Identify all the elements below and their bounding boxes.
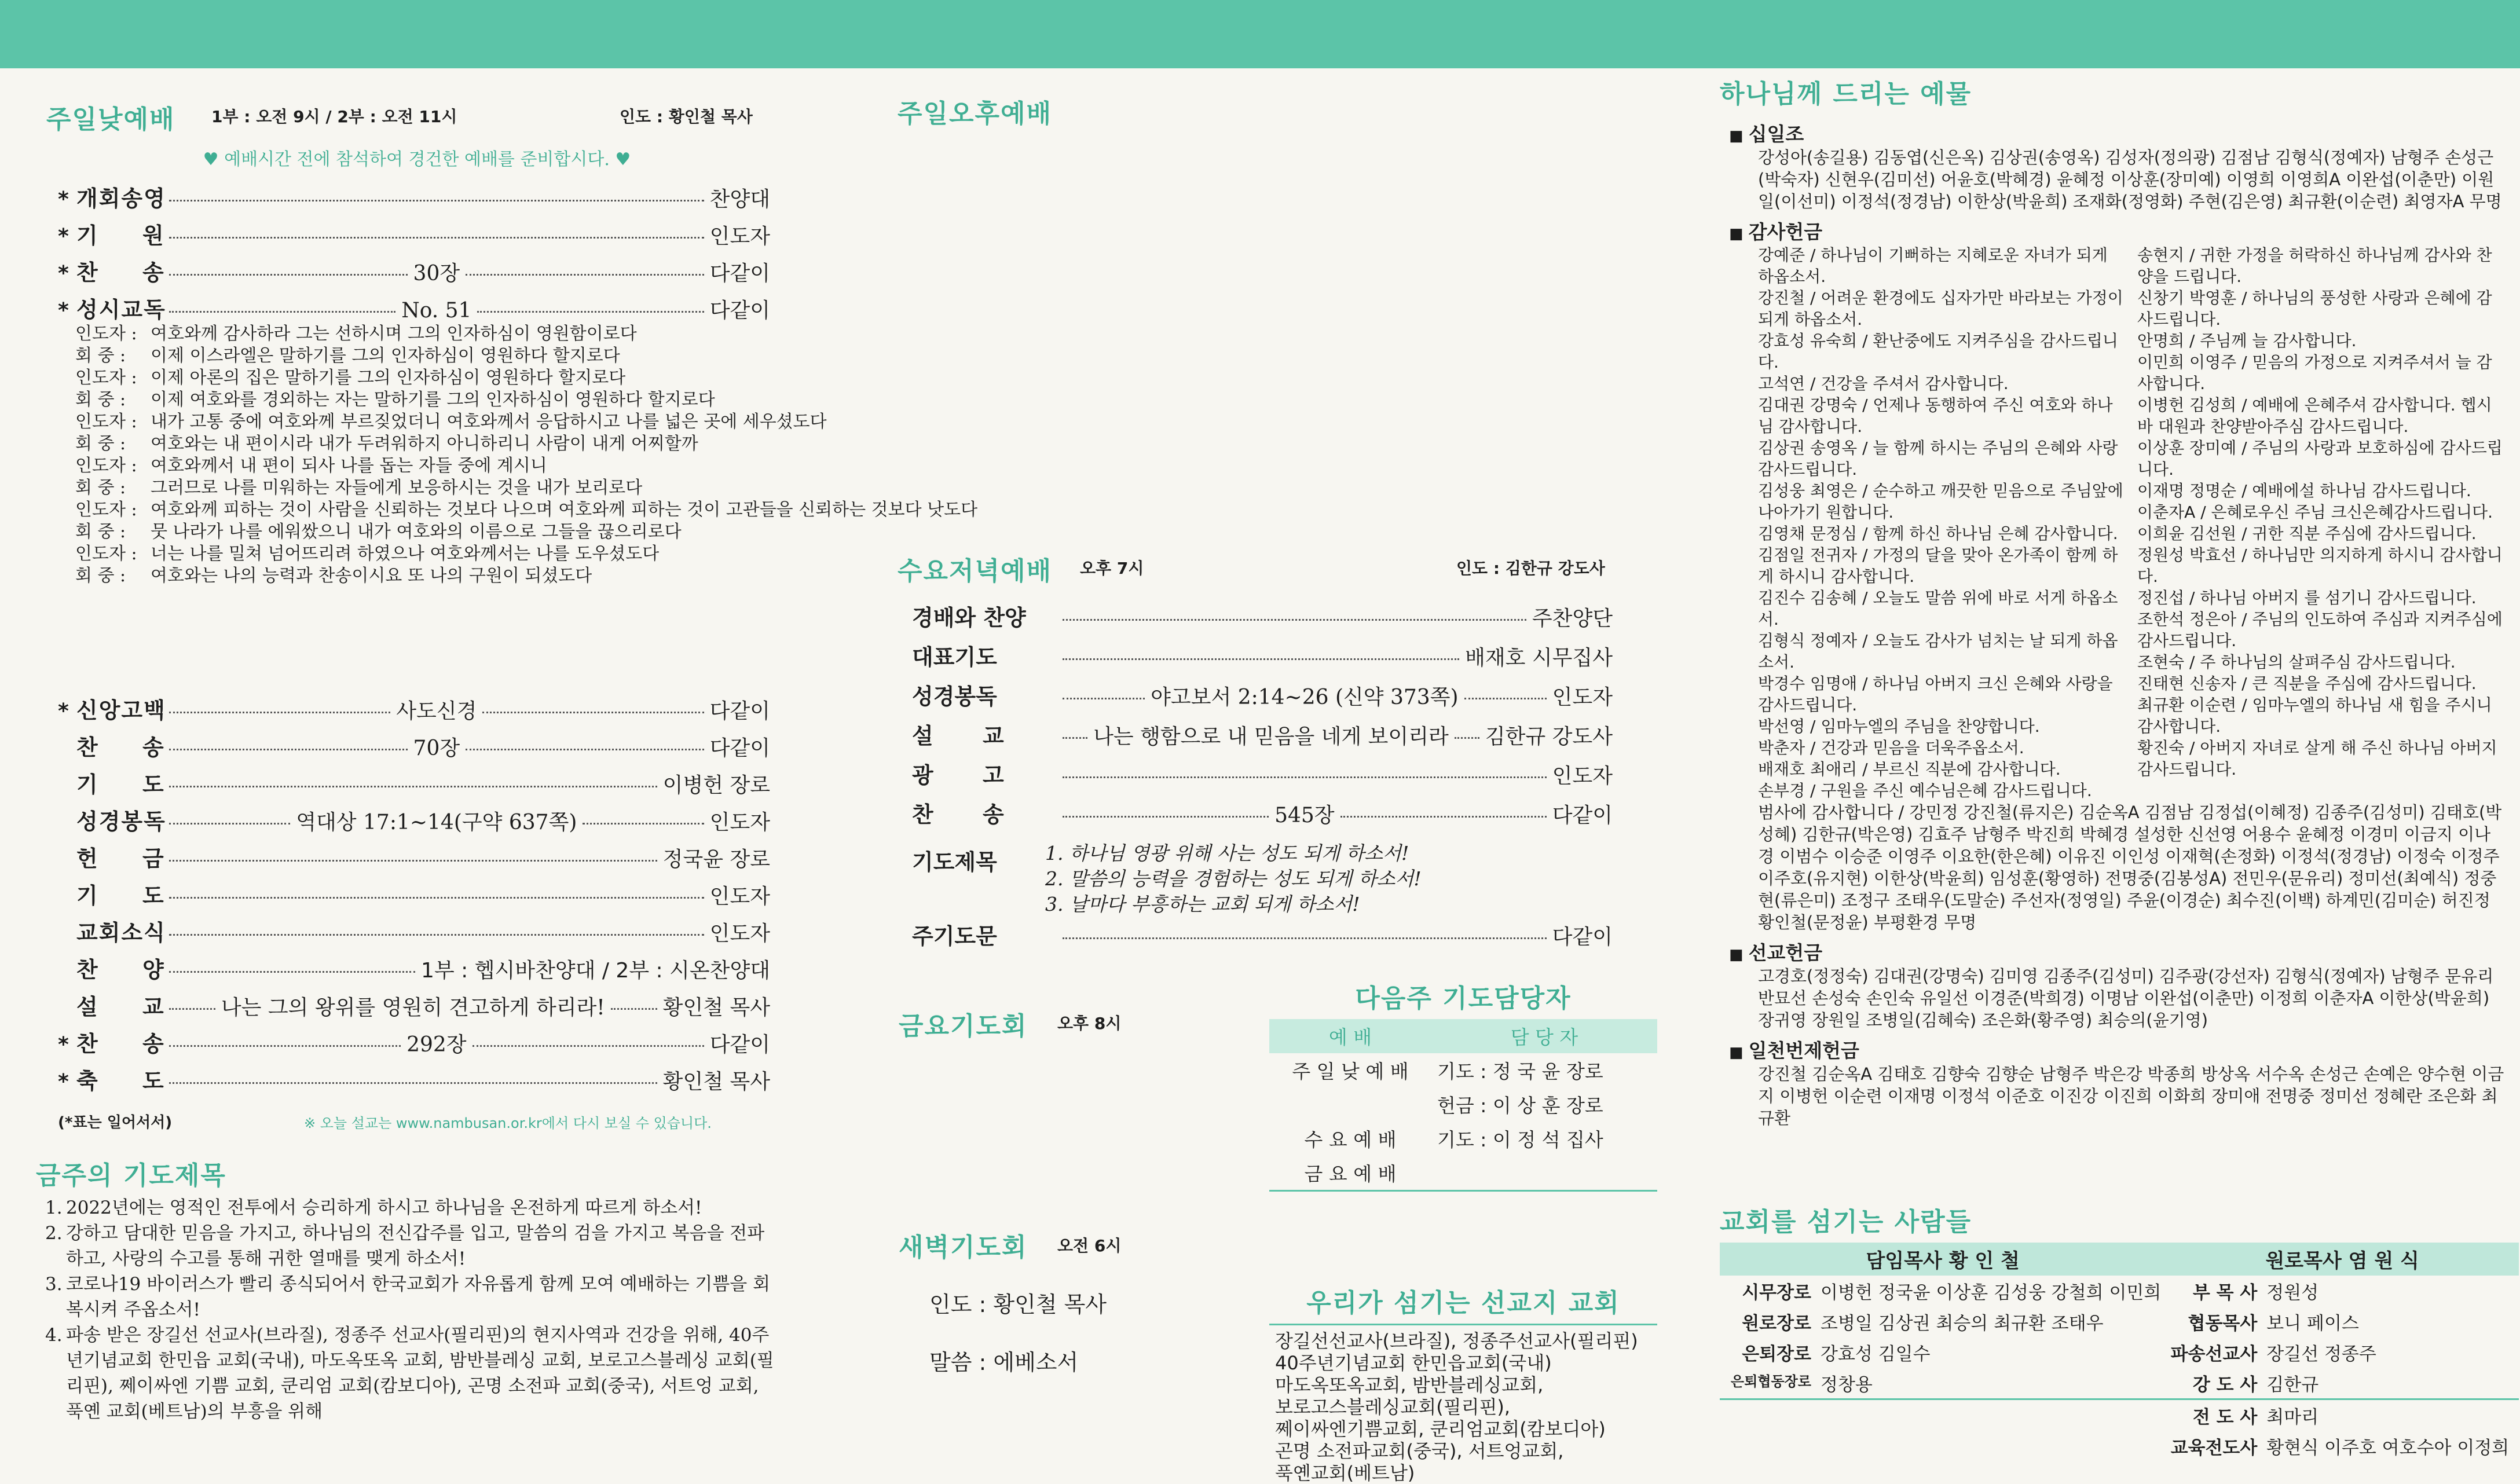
list-item: 2. 강하고 담대한 믿음을 가지고, 하나님의 전신갑주를 입고, 말씀의 검을 가지고 복음을 전파하고, 사랑의 수고를 통해 귀한 열매를 맺게 하소서! (45, 1223, 765, 1269)
wednesday-time: 오후 7시 (1080, 559, 1144, 578)
list-item: 3. 코로나19 바이러스가 빨리 종식되어서 한국교회가 자유롭게 함께 모여 예배하는 기쁨을 회복시켜 주옵소서! (45, 1274, 771, 1320)
first-names: 강진철 김순옥A 김태호 김향숙 김향순 남형주 박은강 박종희 방상옥 서수옥 손성근 손예은 양수현 이금지 이병헌 이순련 이재명 이정석 이준호 이진강 이진희 이화희 장미애 전명중 정미선 정혜란 조은화 최규환 (1758, 1064, 2504, 1128)
friday-title: 금요기도회 (899, 1012, 1028, 1041)
prayer-title: 금주의 기도제목 (36, 1161, 226, 1190)
dawn-leader: 인도 : 황인철 목사 (929, 1292, 1107, 1317)
order-row: 성경봉독 역대상 17:1~14(구약 637쪽) 인도자 (76, 809, 770, 834)
wednesday-prayers (1045, 841, 1422, 917)
order-row: 설 교 나는 그의 왕위를 영원히 견고하게 하리라! 황인철 목사 (76, 994, 770, 1020)
order-row: 광 고 인도자 (912, 763, 1613, 788)
order-row: 경배와 찬양 주찬양단 (912, 605, 1613, 631)
order-row: 기 도 이병헌 장로 (76, 772, 770, 797)
sermon-online-note: ※ 오늘 설교는 www.nambusan.or.kr에서 다시 보실 수 있습니다. (304, 1115, 712, 1131)
section-heading: ■ 일천번제헌금 (1729, 1036, 2505, 1063)
order-row: * 축 도 황인철 목사 (58, 1068, 770, 1094)
order-row: 교회소식 인도자 (76, 920, 770, 946)
standing-note: (*표는 일어서서) (58, 1114, 173, 1131)
next-week-box (1269, 977, 1657, 1192)
morning-leader: 인도 : 황인철 목사 (620, 107, 753, 126)
list-item: 4. 파송 받은 장길선 선교사(브라질), 정종주 선교사(필리핀)의 현지사역과 건강을 위해, 40주년기념교회 한민읍 교회(국내), 마도옥또옥 교회, 밤반블레싱 교회, 보로고스블레싱 교회(필리핀), 쩨이싸엔 기쁨 교회, 쿤리엄 교회(캄보디아), 곤명 소전파 교회(중국), 서트엉 교회, 푹옌 교회(베트남)의 부흥을 위해 (45, 1325, 774, 1422)
panel-offerings (1673, 68, 2520, 1459)
morning-notice: ♥ 예배시간 전에 참석하여 경건한 예배를 준비합시다. ♥ (203, 149, 631, 170)
list-item: 1. 2022년에는 영적인 전투에서 승리하게 하시고 하나님을 온전하게 따르게 하소서! (45, 1197, 702, 1218)
thanks-right-col: 송현지 / 귀한 가정을 허락하신 하나님께 감사와 찬양을 드립니다. 신창기 박영훈 / 하나님의 풍성한 사랑과 은혜에 감사드립니다. 안명희 / 주님께 늘 감사합니다. 이민희 이영주 / 믿음의 가정으로 지켜주셔서 늘 감사합니다. 이병헌 김성희 / 예배에 은혜주셔 감사합니다. 헵시바 대원과 찬양받아주심 감사드립니다. 이상훈 장미예 / 주님의 사랑과 보호하심에 감사드립니다. 이재명 정명순 / 예배에설 하나님 감사드립니다. 이춘자A / 은혜로우신 주님 크신은혜감사드립니다. 이희윤 김선원 / 귀한 직분 주심에 감사드립니다. 정원성 박효선 / 하나님만 의지하게 하시니 감사합니다. 정진섭 / 하나님 아버지 를 섬기니 감사드립니다. 조한석 정은아 / 주님의 인도하여 주심과 지켜주심에 감사드립니다. 조현숙 / 주 하나님의 살펴주심 감사드립니다. 진태현 신송자 / 큰 직분을 주심에 감사드립니다. 최규환 이순련 / 임마누엘의 하나님 새 힘을 주시니 감사합니다. 황진숙 / 아버지 자녀로 살게 해 주신 하나님 아버지 감사드립니다. (2137, 245, 2503, 779)
thanks-all-names: 범사에 감사합니다 / 강민정 강진철(류지은) 김순옥A 김점남 김정섭(이혜정) 김종주(김성미) 김태호(박성혜) 김한규(박은영) 김효주 남형주 박진희 박혜경 설성한 신선영 어용수 윤혜정 이경미 이금지 이나경 이범수 이승준 이영주 이요한(한은혜) 이유진 이인성 이재혁(손정화) 이정석(정경남) 이정숙 이정주 이주호(유지현) 이한상(박윤희) 임성훈(황영하) 전명중(김봉성A) 전민우(문유리) 정미선(최예식) 정중현(류은미) 조정구 조태우(도말순) 주선자(정영일) 주윤(이경순) 최수진(이백) 하계민(김미순) 허진정 황인철(문정윤) 부평환경 무명 (1758, 803, 2502, 932)
staff-title: 교회를 섬기는 사람들 (1720, 1207, 1972, 1237)
wednesday-prayer-label: 기도제목 (912, 849, 997, 875)
thanks-left-col: 강예준 / 하나님이 기뻐하는 지혜로운 자녀가 되게 하옵소서. 강진철 / 어려운 환경에도 십자가만 바라보는 가정이 되게 하옵소서. 강효성 유숙희 / 환난중에도 지켜주심을 감사드립니다. 고석연 / 건강을 주셔서 감사합니다. 김대권 강명숙 / 언제나 동행하여 주신 여호와 하나님 감사합니다. 김상권 송영옥 / 늘 함께 하시는 주님의 은혜와 사랑 감사드립니다. 김성웅 최영은 / 순수하고 깨끗한 믿음으로 주님앞에 나아가기 원합니다. 김영채 문정심 / 함께 하신 하나님 은혜 감사합니다. 김점일 전귀자 / 가정의 달을 맞아 온가족이 함께 하게 하시니 감사합니다. 김진수 김송혜 / 오늘도 말씀 위에 바로 서게 하옵소서. 김형식 정예자 / 오늘도 감사가 넘치는 날 되게 하옵소서. 박경수 임명애 / 하나님 아버지 크신 은혜와 사랑을 감사드립니다. 박선영 / 임마누엘의 주님을 찬양합니다. 박춘자 / 건강과 믿음을 더욱주옵소서. 배재호 최애리 / 부르신 직분에 감사합니다. 손부경 / 구원을 주신 예수님은혜 감사드립니다. (1758, 245, 2123, 800)
offerings-title: 하나님께 드리는 예물 (1720, 79, 1972, 109)
order-list-1 (58, 181, 770, 329)
order-row: 기 도 인도자 (76, 883, 770, 908)
list-item: 1. 하나님 영광 위해 사는 성도 되게 하소서! (1045, 842, 1409, 864)
offerings-body (1729, 115, 2505, 1129)
order-row: 헌 금 정국윤 장로 (76, 846, 770, 871)
mission-names: 고경호(정정숙) 김대권(강명숙) 김미영 김종주(김성미) 김주광(강선자) 김형식(정예자) 남형주 문유리 반묘선 손성숙 손인숙 유일선 이경준(박희경) 이명남 이완섭(이춘만) 이정희 이춘자A 이한상(박윤희) 장귀영 장원일 조병일(김혜숙) 조은화(황주영) 최승의(윤기영) (1758, 966, 2494, 1030)
order-row: * 성시교독 No. 51 다같이 (58, 297, 771, 323)
order-row: 주기도문 다같이 (912, 924, 1613, 949)
morning-times: 1부 : 오전 9시 / 2부 : 오전 11시 (211, 107, 457, 126)
missions-title: 우리가 섬기는 선교지 교회 (1269, 1282, 1657, 1325)
wednesday-leader: 인도 : 김한규 강도사 (1456, 559, 1605, 578)
thanks-columns (1758, 244, 2505, 801)
responsive-reading: 인도자 : 여호와께 감사하라 그는 선하시며 그의 인자하심이 영원함이로다 회 중 : 이제 이스라엘은 말하기를 그의 인자하심이 영원하다 할지로다 인도자 : 이제 아론의 집은 말하기를 그의 인자하심이 영원하다 할지로다 회 중 : 이제 여호와를 경외하는 자는 말하기를 그의 인자하심이 영원하다 할지로다 인도자 : 내가 고통 중에 여호와께 부르짖었더니 여호와께서 응답하시고 나를 넓은 곳에 세우셨도다 회 중 : 여호와는 내 편이시라 내가 두려워하지 아니하리니 사람이 내게 어찌할까 인도자 : 여호와께서 내 편이 되사 나를 돕는 자들 중에 계시니 회 중 : 그러므로 나를 미워하는 자들에게 보응하시는 것을 내가 보리로다 인도자 : 여호와께 피하는 것이 사람을 신뢰하는 것보다 나으며 여호와께 피하는 것이 고관들을 신뢰하는 것보다 낫도다 회 중 : 뭇 나라가 나를 에워쌌으니 내가 여호와의 이름으로 그들을 끊으리로다 인도자 : 너는 나를 밀쳐 넘어뜨리려 하였으나 여호와께서는 나를 도우셨도다 회 중 : 여호와는 나의 능력과 찬송이시요 또 나의 구원이 되셨도다 (75, 324, 978, 586)
wednesday-order (912, 600, 1613, 836)
next-week-table: 예 배 담 당 자 주 일 낮 예 배 기도 : 정 국 윤 장로 헌금 : 이 상 훈 장로 수 요 예 배 기도 : 이 정 석 집사 금 요 예 배 (1269, 1019, 1657, 1192)
order-row: * 찬 송 292장 다같이 (58, 1031, 771, 1057)
staff-table: 담임목사 황 인 철 원로목사 염 원 식 시무장로 이병헌 정국윤 이상훈 김성웅 강철희 이민희 부 목 사 정원성 원로장로 조병일 김상권 최승의 최규환 조태우 협동목사 보니 페이스 은퇴장로 강효성 김일수 파송선교사 장길선 정종주 은퇴협동장로 정창용 강 도 사 김한규 전 도 사 최마리 교육전도사 황현식 이주호 여호수아 이정희 (1720, 1243, 2519, 1461)
prayer-list (45, 1195, 781, 1424)
order-row: 찬 송 545장 다같이 (912, 802, 1613, 827)
section-heading: ■ 감사헌금 (1729, 217, 2505, 244)
wednesday-closing (912, 918, 1613, 958)
dawn-word: 말씀 : 에베소서 (929, 1350, 1079, 1375)
staff-box (1720, 1243, 2519, 1461)
missions-box (1269, 1282, 1657, 1484)
order-list-2 (58, 692, 770, 1100)
dawn-time: 오전 6시 (1057, 1236, 1122, 1255)
order-row: * 찬 송 30장 다같이 (58, 260, 771, 285)
next-week-title: 다음주 기도담당자 (1355, 984, 1572, 1013)
top-color-band (0, 0, 2520, 68)
wednesday-title: 수요저녁예배 (898, 556, 1053, 586)
order-row: 찬 양 1부 : 헵시바찬양대 / 2부 : 시온찬양대 (76, 957, 770, 983)
order-row: 설 교 나는 행함으로 내 믿음을 네게 보이리라 김한규 강도사 (912, 723, 1613, 749)
friday-time: 오후 8시 (1057, 1014, 1122, 1033)
section-heading: ■ 십일조 (1729, 119, 2505, 146)
section-heading: ■ 선교헌금 (1729, 938, 2505, 965)
afternoon-title: 주일오후예배 (898, 99, 1053, 129)
list-item: 3. 날마다 부흥하는 교회 되게 하소서! (1045, 893, 1360, 915)
panel-other-services (834, 68, 1673, 1484)
list-item: 2. 말씀의 능력을 경험하는 성도 되게 하소서! (1045, 867, 1422, 890)
order-row: 찬 송 70장 다같이 (76, 735, 771, 760)
missions-list: 장길선선교사(브라질), 정종주선교사(필리핀) 40주년기념교회 한민읍교회(국내) 마도옥또옥교회, 밤반블레싱교회, 보로고스블레싱교회(필리핀), 쩨이싸엔기쁨교회, 쿤리엄교회(캄보디아) 곤명 소전파교회(중국), 서트엉교회, 푹옌교회(베트남) (1275, 1330, 1638, 1484)
morning-title: 주일낮예배 (46, 105, 175, 134)
order-row: * 신앙고백 사도신경 다같이 (58, 698, 770, 723)
order-row: 대표기도 배재호 시무집사 (912, 644, 1613, 670)
order-row: * 기 원 인도자 (58, 223, 770, 248)
order-row: * 개회송영 찬양대 (58, 186, 770, 211)
order-row: 성경봉독 야고보서 2:14~26 (신약 373쪽) 인도자 (912, 684, 1613, 709)
tithe-names: 강성아(송길용) 김동엽(신은옥) 김상권(송영옥) 김성자(정의광) 김점남 김형식(정예자) 남형주 손성근(박숙자) 신현우(김미선) 어윤호(박혜경) 윤혜정 이상훈(장미예) 이영희 이영희A 이완섭(이춘만) 이원일(이선미) 이정석(정경남) 이한상(박윤희) 조재화(정영화) 주현(김은영) 최규환(이순련) 최영자A 무명 (1758, 148, 2502, 211)
dawn-title: 새벽기도회 (899, 1233, 1028, 1262)
